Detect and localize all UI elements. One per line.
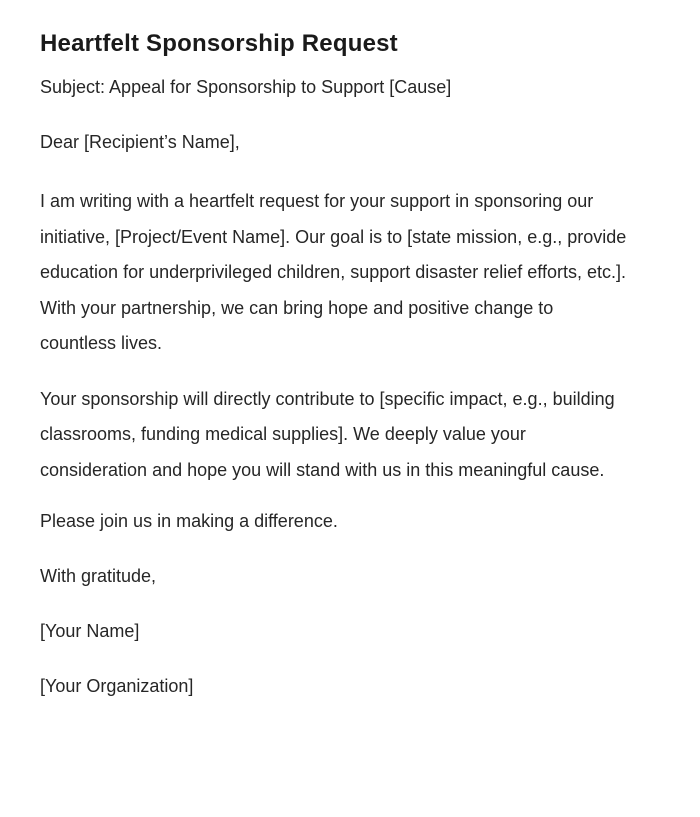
call-to-action-line: Please join us in making a difference. [40, 511, 338, 531]
salutation-line: Dear [Recipient’s Name], [40, 132, 240, 152]
body-paragraph-2: Your sponsorship will directly contribute to [specific impact, e.g., building classrooms, funding medical supplies]. We deeply value your consideration and hope you will stand with us in this meaningful cause. [40, 388, 615, 480]
signature-name: [Your Name] [40, 621, 140, 641]
subject-line: Subject: Appeal for Sponsorship to Support [Cause] [40, 77, 452, 97]
signature-organization: [Your Organization] [40, 676, 194, 696]
body-paragraph-1: I am writing with a heartfelt request for your support in sponsoring our initiative, [Project/Event Name]. Our goal is to [state mission, e.g., provide education for underprivileged children, support disaster relief efforts, etc.]. With your partnership, we can bring hope and positive change to countless lives. [40, 191, 627, 353]
page-title: Heartfelt Sponsorship Request [40, 30, 398, 57]
closing-line: With gratitude, [40, 566, 157, 586]
